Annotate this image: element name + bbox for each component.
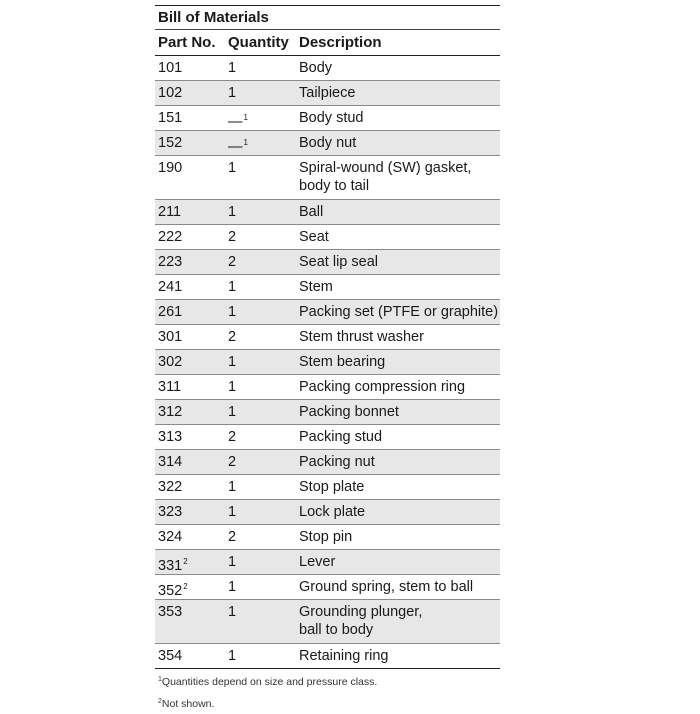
cell-quantity: 2 bbox=[228, 529, 237, 545]
cell-description: Seat lip seal bbox=[299, 254, 378, 270]
table-row bbox=[155, 375, 500, 400]
cell-description: Spiral-wound (SW) gasket, body to tail bbox=[299, 160, 472, 194]
cell-description: Grounding plunger, ball to body bbox=[299, 604, 423, 638]
cell-description: Stem bearing bbox=[299, 354, 386, 370]
table-row bbox=[155, 300, 500, 325]
table-row bbox=[155, 350, 500, 375]
cell-description: Lever bbox=[299, 554, 336, 570]
cell-part-no: 322 bbox=[158, 479, 183, 495]
cell-part-no: 222 bbox=[158, 229, 183, 245]
table-row bbox=[155, 325, 500, 350]
cell-part-no: 302 bbox=[158, 354, 183, 370]
table-header-row bbox=[155, 29, 500, 56]
bill-of-materials-table bbox=[155, 5, 500, 714]
cell-description: Packing stud bbox=[299, 429, 383, 445]
cell-quantity: 2 bbox=[228, 329, 237, 345]
footnote-mark: 1 bbox=[243, 113, 248, 122]
table-row bbox=[155, 56, 500, 81]
table-row bbox=[155, 644, 500, 669]
cell-quantity: 1 bbox=[228, 579, 237, 595]
cell-quantity: —$^1$ bbox=[228, 113, 248, 130]
cell-description: Packing set (PTFE or graphite) bbox=[299, 304, 499, 320]
cell-quantity: 1 bbox=[228, 379, 237, 395]
cell-description: Tailpiece bbox=[299, 85, 356, 101]
table-row bbox=[155, 575, 500, 600]
cell-quantity: —$^1$ bbox=[228, 138, 248, 155]
table-row bbox=[155, 250, 500, 275]
table-row bbox=[155, 200, 500, 225]
cell-description: Packing nut bbox=[299, 454, 375, 470]
cell-description: Stem thrust washer bbox=[299, 329, 424, 345]
table-row bbox=[155, 550, 500, 575]
cell-description: Stem bbox=[299, 279, 333, 295]
cell-part-no: 101 bbox=[158, 60, 183, 76]
cell-part-no: 152 bbox=[158, 135, 183, 151]
cell-part-no: 102 bbox=[158, 85, 183, 101]
cell-part-no: 223 bbox=[158, 254, 183, 270]
cell-part-no: 354 bbox=[158, 648, 183, 664]
cell-part-no: $331^2$ bbox=[158, 557, 188, 574]
cell-part-no: 324 bbox=[158, 529, 183, 545]
table-row bbox=[155, 425, 500, 450]
table-row bbox=[155, 81, 500, 106]
cell-quantity: 2 bbox=[228, 454, 237, 470]
cell-description: Stop plate bbox=[299, 479, 365, 495]
cell-part-no: 261 bbox=[158, 304, 183, 320]
cell-part-no: 313 bbox=[158, 429, 183, 445]
footnote-mark: 1 bbox=[243, 138, 248, 147]
table-body bbox=[155, 56, 500, 669]
cell-quantity: 1 bbox=[228, 354, 237, 370]
cell-quantity: 1 bbox=[228, 604, 237, 620]
cell-part-no: 211 bbox=[158, 204, 182, 220]
table-row bbox=[155, 275, 500, 300]
table-row bbox=[155, 600, 500, 644]
table-row bbox=[155, 525, 500, 550]
cell-part-no: 314 bbox=[158, 454, 183, 470]
cell-description: Ball bbox=[299, 204, 324, 220]
footnote-2: $^2$Not shown. bbox=[158, 698, 215, 710]
footnote-mark: 2 bbox=[183, 582, 188, 591]
cell-part-no: 353 bbox=[158, 604, 183, 620]
cell-description: Seat bbox=[299, 229, 329, 245]
cell-quantity: 1 bbox=[228, 404, 237, 420]
header-part-no: Part No. bbox=[158, 34, 216, 51]
cell-quantity: 1 bbox=[228, 160, 237, 176]
cell-quantity: 2 bbox=[228, 254, 237, 270]
header-description: Description bbox=[299, 34, 382, 51]
cell-quantity: 1 bbox=[228, 60, 237, 76]
cell-quantity: 1 bbox=[228, 504, 237, 520]
table-row bbox=[155, 106, 500, 131]
cell-quantity: 1 bbox=[228, 304, 237, 320]
cell-quantity: 1 bbox=[228, 479, 237, 495]
cell-description: Packing bonnet bbox=[299, 404, 399, 420]
cell-description: Retaining ring bbox=[299, 648, 389, 664]
footnote-mark: 2 bbox=[183, 557, 188, 566]
footnotes bbox=[155, 670, 500, 714]
cell-quantity: 1 bbox=[228, 204, 237, 220]
table-row bbox=[155, 475, 500, 500]
table-row bbox=[155, 400, 500, 425]
cell-part-no: 190 bbox=[158, 160, 183, 176]
cell-description: Ground spring, stem to ball bbox=[299, 579, 474, 595]
cell-part-no: $352^2$ bbox=[158, 582, 188, 599]
cell-part-no: 151 bbox=[158, 110, 183, 126]
cell-description: Body bbox=[299, 60, 333, 76]
cell-description: Stop pin bbox=[299, 529, 353, 545]
cell-part-no: 241 bbox=[158, 279, 183, 295]
cell-part-no: 301 bbox=[158, 329, 183, 345]
cell-quantity: 2 bbox=[228, 229, 237, 245]
cell-part-no: 312 bbox=[158, 404, 183, 420]
table-row bbox=[155, 131, 500, 156]
cell-description: Lock plate bbox=[299, 504, 366, 520]
cell-description: Body stud bbox=[299, 110, 364, 126]
cell-quantity: 1 bbox=[228, 279, 237, 295]
table-row bbox=[155, 500, 500, 525]
cell-description: Body nut bbox=[299, 135, 357, 151]
header-quantity: Quantity bbox=[228, 34, 289, 51]
table-row bbox=[155, 156, 500, 200]
footnote-1: $^1$Quantities depend on size and pressure class. bbox=[158, 676, 378, 688]
cell-quantity: 1 bbox=[228, 85, 237, 101]
table-title: Bill of Materials bbox=[155, 5, 500, 29]
cell-description: Packing compression ring bbox=[299, 379, 466, 395]
cell-part-no: 323 bbox=[158, 504, 183, 520]
table-row bbox=[155, 225, 500, 250]
cell-quantity: 1 bbox=[228, 554, 237, 570]
cell-part-no: 311 bbox=[158, 379, 182, 395]
cell-quantity: 1 bbox=[228, 648, 237, 664]
table-row bbox=[155, 450, 500, 475]
cell-quantity: 2 bbox=[228, 429, 237, 445]
